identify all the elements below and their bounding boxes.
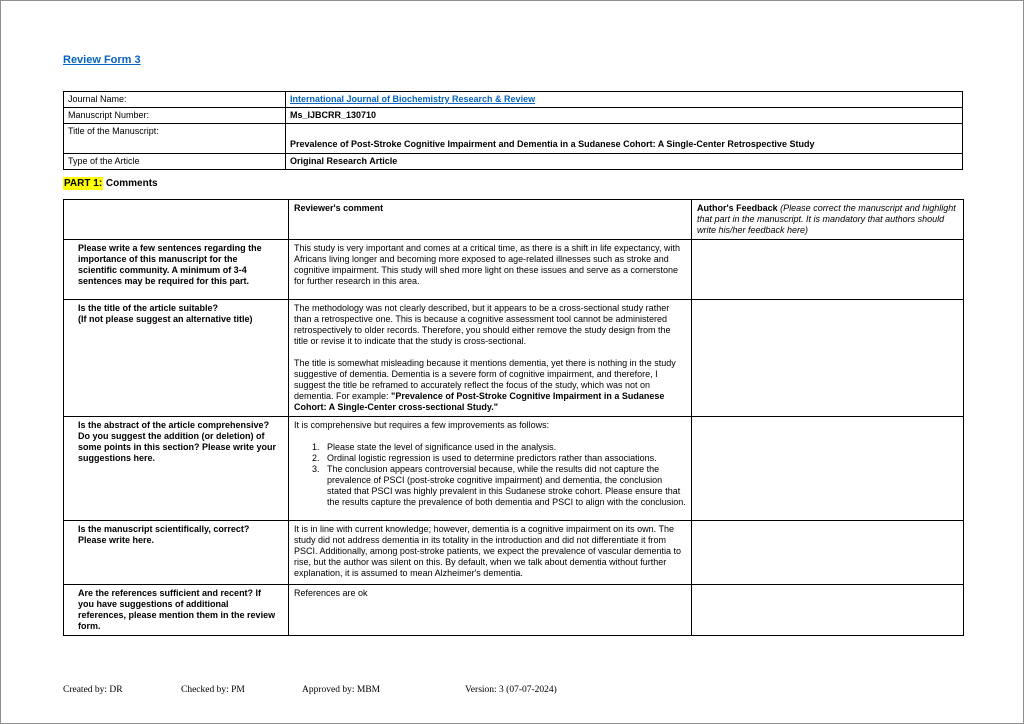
list-item: 1. Please state the level of significance used in the analysis.: [322, 442, 686, 453]
comment-paragraph: The methodology was not clearly described, but it appears to be a cross-sectional study rather than a retrospective one. This is because a cognitive assessment tool cannot be administered retrospectively to older records. Therefore, you should either remove the study design from the title or revise it to indicate that the study is cross-sectional.: [294, 303, 671, 346]
info-row-article-type: [64, 154, 963, 170]
info-row-journal: [64, 92, 963, 108]
reviewer-comment-cell: This study is very important and comes at a critical time, as there is a shift in life expectancy, with Africans living longer and becoming more exposed to age-related illnesses such as stroke and cognitive impairment. This study will shed more light on these issues and serve as a cornerstone for further research in this area.: [289, 240, 692, 300]
reviewer-comment-header: Reviewer's comment: [289, 200, 692, 240]
author-feedback-cell[interactable]: [692, 521, 964, 585]
page-title: Review Form 3: [63, 54, 141, 66]
footer-approved-by: Approved by: MBM: [302, 685, 381, 695]
suggested-title-text: "Prevalence of Post-Stroke Cognitive Impairment in a Sudanese Cohort: A Single-Center cross-sectional Study.": [294, 391, 665, 412]
author-feedback-header-note: (Please correct the manuscript and highlight that part in the manuscript. It is mandatory that authors should write his/her feedback here): [697, 203, 956, 235]
part1-heading-rest: Comments: [103, 178, 158, 189]
info-row-title: [64, 124, 963, 154]
article-type-label: Type of the Article: [64, 154, 286, 170]
part1-highlight: PART 1:: [64, 178, 103, 189]
comments-row-scientific: [64, 521, 964, 585]
author-feedback-cell[interactable]: [692, 300, 964, 417]
author-feedback-cell[interactable]: [692, 240, 964, 300]
manuscript-info-table: [63, 91, 963, 170]
part1-heading: [63, 178, 158, 189]
list-item: 3. The conclusion appears controversial because, while the results did not capture the prevalence of PSCI (post-stroke cognitive impairment) and dementia, the conclusion stated that PSCI was highly prevalent in this Sudanese stroke cohort. Please ensure that the results capture the prevalence of both dementia and PSCI to align with the conclusion.: [322, 464, 686, 508]
info-row-manuscript-number: [64, 108, 963, 124]
comments-row-abstract: [64, 417, 964, 521]
reviewer-comment-cell: References are ok: [289, 585, 692, 636]
author-feedback-header-title: Author's Feedback: [697, 203, 781, 213]
manuscript-title-label: Title of the Manuscript:: [64, 124, 286, 154]
list-item: 2. Ordinal logistic regression is used to determine predictors rather than associations.: [322, 453, 686, 464]
journal-name-cell: [286, 92, 963, 108]
question-line: Is the title of the article suitable?: [78, 303, 219, 313]
reviewer-comment-cell: It is in line with current knowledge; however, dementia is a cognitive impairment on its own. The study did not address dementia in its totality in the introduction and did not differentiate it from PSCI. Additionally, among post-stroke patients, we expect the prevalence of vascular dementia to rise, but the author was silent on this. By default, when we talk about dementia without further explanation, it is assumed to mean Alzheimer's dementia.: [289, 521, 692, 585]
comments-table: [63, 199, 964, 636]
author-feedback-cell[interactable]: [692, 585, 964, 636]
footer-checked-by: Checked by: PM: [181, 685, 245, 695]
question-cell-scientific: Is the manuscript scientifically, correct? Please write here.: [64, 521, 289, 585]
header-empty-cell: [64, 200, 289, 240]
question-cell-title-suitable: [64, 300, 289, 417]
manuscript-number-label: Manuscript Number:: [64, 108, 286, 124]
footer-created-by: Created by: DR: [63, 685, 123, 695]
journal-name-label: Journal Name:: [64, 92, 286, 108]
manuscript-number-value: Ms_IJBCRR_130710: [286, 108, 963, 124]
footer-version: Version: 3 (07-07-2024): [465, 685, 557, 695]
author-feedback-cell[interactable]: [692, 417, 964, 521]
question-cell-references: Are the references sufficient and recent? If you have suggestions of additional references, please mention them in the review form.: [64, 585, 289, 636]
comments-row-importance: [64, 240, 964, 300]
reviewer-comment-cell: [289, 300, 692, 417]
comments-row-references: [64, 585, 964, 636]
question-cell-abstract: Is the abstract of the article comprehensive? Do you suggest the addition (or deletion) of some points in this section? Please write your suggestions here.: [64, 417, 289, 521]
comment-text: The title is somewhat misleading because it mentions dementia, yet there is nothing in the study suggestive of dementia. Dementia is a severe form of cognitive impairment, and therefore, I suggest the title be reframed to accurately reflect the focus of the study, which was not on dementia. For example:: [294, 358, 676, 401]
question-cell-importance: Please write a few sentences regarding the importance of this manuscript for the scientific community. A minimum of 3-4 sentences may be required for this part.: [64, 240, 289, 300]
comments-row-title-suitable: [64, 300, 964, 417]
article-type-value: Original Research Article: [286, 154, 963, 170]
comment-intro: It is comprehensive but requires a few improvements as follows:: [294, 420, 550, 430]
reviewer-comment-cell: [289, 417, 692, 521]
author-feedback-header: [692, 200, 964, 240]
comment-paragraph: [294, 358, 686, 413]
comments-header-row: [64, 200, 964, 240]
question-line: (If not please suggest an alternative title): [78, 314, 253, 324]
improvement-list: [294, 442, 686, 508]
manuscript-title-value: Prevalence of Post-Stroke Cognitive Impairment and Dementia in a Sudanese Cohort: A Single-Center Retrospective Study: [286, 124, 963, 154]
journal-name-link[interactable]: International Journal of Biochemistry Research & Review: [290, 94, 536, 104]
